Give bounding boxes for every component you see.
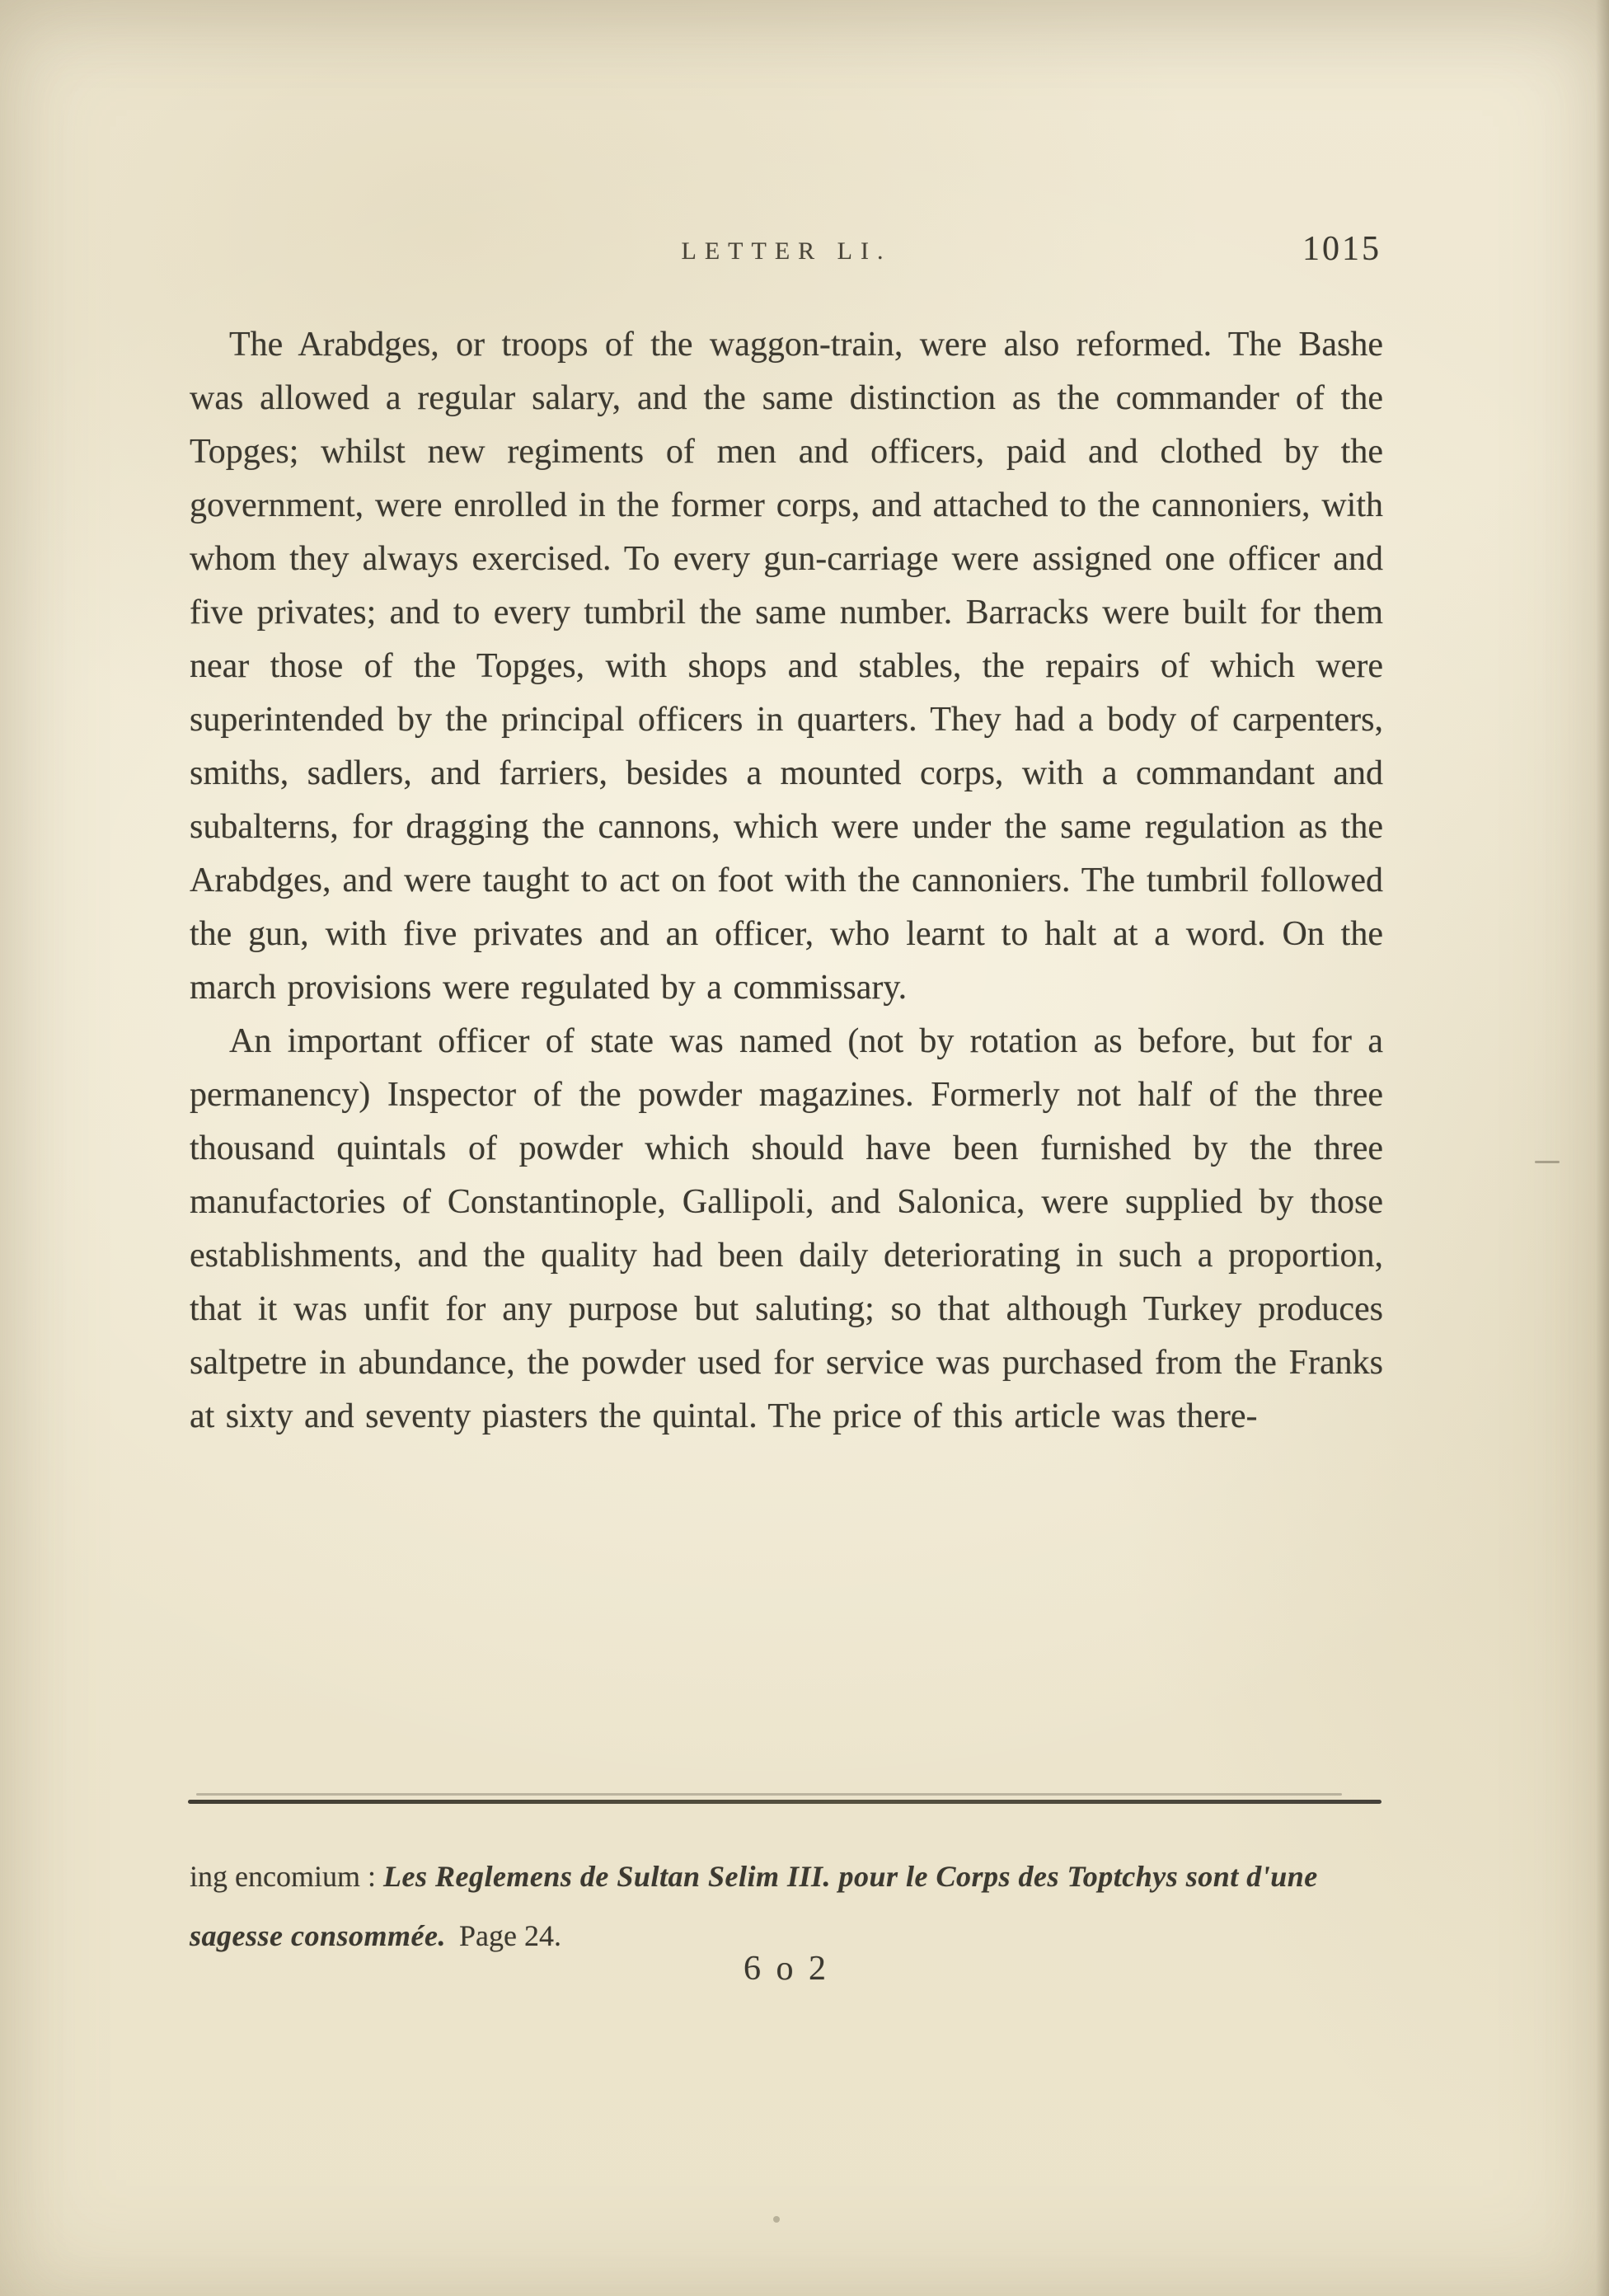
chapter-heading: LETTER LI. <box>681 237 892 265</box>
signature-mark: 6 o 2 <box>744 1950 829 1988</box>
body-text <box>190 318 1383 1444</box>
footnote-page-ref: Page 24. <box>458 1919 561 1952</box>
margin-artifact <box>1535 1161 1560 1163</box>
scan-speck <box>773 2216 780 2223</box>
footnote-text: ing encomium : <box>190 1860 383 1893</box>
running-head <box>190 229 1383 282</box>
footnote <box>190 1847 1383 1965</box>
page-number: 1015 <box>1302 230 1381 268</box>
paragraph: The Arabdges, or troops of the waggon-train, were also reformed. The Bashe was allowed a regular salary, and the same distinction as the commander of the Topges; whilst new regiments of men and officers, paid and clothed by the government, were enrolled in the former corps, and attached to the cannoniers, with whom they always exercised. To every gun-carriage were assigned one officer and five privates; and to every tumbril the same number. Barracks were built for them near those of the Topges, with shops and stables, the repairs of which were superintended by the principal officers in quarters. They had a body of carpenters, smiths, sadlers, and farriers, besides a mounted corps, with a commandant and subalterns, for dragging the cannons, which were under the same regulation as the Arabdges, and were taught to act on foot with the cannoniers. The tumbril followed the gun, with five privates and an officer, who learnt to halt at a word. On the march provisions were regulated by a commissary. <box>190 326 1383 1007</box>
page-content <box>190 229 1383 1988</box>
paragraph: An important officer of state was named (not by rotation as before, but for a permanency) Inspector of the powder magazines. Formerly not half of the three thousand quintals of powder which should have been furnished by the three manufactories of Constantinople, Gallipoli, and Salonica, were supplied by those establishments, and the quality had been daily deteriorating in such a proportion, that it was unfit for any purpose but saluting; so that although Turkey produces saltpetre in abundance, the powder used for service was purchased from the Franks at sixty and seventy piasters the quintal. The price of this article was there- <box>190 1022 1383 1435</box>
footnote-rule <box>188 1800 1381 1804</box>
footnote-citation: Les Reglemens de Sultan Selim III. pour le Corps des Toptchys sont d'une sagesse consommée. <box>190 1860 1318 1952</box>
